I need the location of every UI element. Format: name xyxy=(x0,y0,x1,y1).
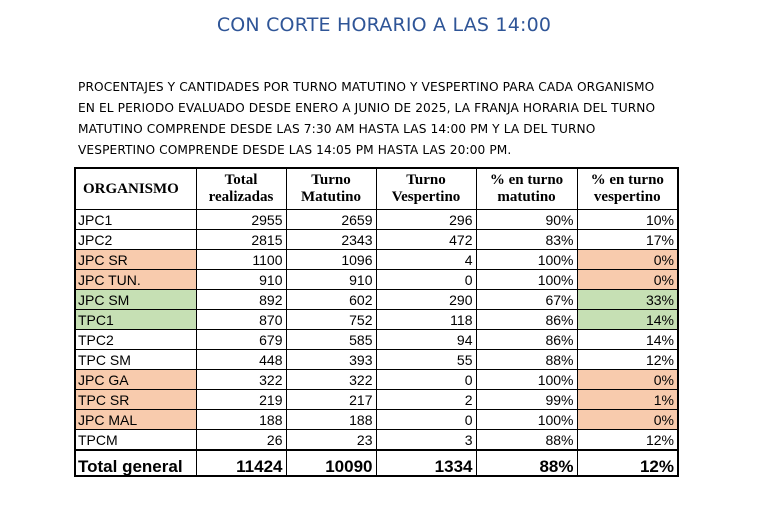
cell-pct-vespertino: 1% xyxy=(577,390,678,410)
cell-name: TPC2 xyxy=(75,330,196,350)
cell-vespertino: 94 xyxy=(376,330,476,350)
cell-pct-vespertino: 10% xyxy=(577,210,678,230)
cell-name: JPC TUN. xyxy=(75,270,196,290)
cell-vespertino: 3 xyxy=(376,430,476,451)
cell-matutino: 23 xyxy=(286,430,376,451)
cell-vespertino: 296 xyxy=(376,210,476,230)
organism-table xyxy=(74,167,679,477)
cell-pct-vespertino: 14% xyxy=(577,330,678,350)
table-row xyxy=(75,430,678,451)
description-line: PROCENTAJES Y CANTIDADES POR TURNO MATUTINO Y VESPERTINO PARA CADA ORGANISMO xyxy=(78,80,655,94)
total-vespertino: 1334 xyxy=(376,450,476,476)
cell-name: TPC1 xyxy=(75,310,196,330)
cell-matutino: 585 xyxy=(286,330,376,350)
table-row xyxy=(75,410,678,430)
cell-name: TPC SM xyxy=(75,350,196,370)
cell-vespertino: 0 xyxy=(376,410,476,430)
cell-name: JPC2 xyxy=(75,230,196,250)
cell-matutino: 602 xyxy=(286,290,376,310)
cell-total: 322 xyxy=(196,370,286,390)
cell-pct-matutino: 83% xyxy=(476,230,577,250)
cell-pct-vespertino: 33% xyxy=(577,290,678,310)
cell-total: 2815 xyxy=(196,230,286,250)
description-line: MATUTINO COMPRENDE DESDE LAS 7:30 AM HASTA LAS 14:00 PM Y LA DEL TURNO xyxy=(78,122,596,136)
cell-total: 2955 xyxy=(196,210,286,230)
cell-pct-vespertino: 12% xyxy=(577,350,678,370)
total-row xyxy=(75,450,678,476)
cell-pct-vespertino: 0% xyxy=(577,410,678,430)
cell-matutino: 910 xyxy=(286,270,376,290)
cell-matutino: 752 xyxy=(286,310,376,330)
table-row xyxy=(75,290,678,310)
cell-name: TPC SR xyxy=(75,390,196,410)
cell-matutino: 1096 xyxy=(286,250,376,270)
cell-pct-matutino: 100% xyxy=(476,270,577,290)
cell-pct-matutino: 88% xyxy=(476,430,577,451)
cell-total: 892 xyxy=(196,290,286,310)
cell-pct-matutino: 100% xyxy=(476,370,577,390)
cell-pct-matutino: 99% xyxy=(476,390,577,410)
table-row xyxy=(75,230,678,250)
cell-matutino: 393 xyxy=(286,350,376,370)
cell-vespertino: 0 xyxy=(376,370,476,390)
cell-name: JPC SM xyxy=(75,290,196,310)
cell-total: 26 xyxy=(196,430,286,451)
table-row xyxy=(75,270,678,290)
total-pct-matutino: 88% xyxy=(476,450,577,476)
total-pct-vespertino: 12% xyxy=(577,450,678,476)
table-row xyxy=(75,310,678,330)
header-matutino: Turno Matutino xyxy=(286,168,376,210)
cell-pct-vespertino: 0% xyxy=(577,250,678,270)
header-organismo: ORGANISMO xyxy=(75,168,196,210)
cell-matutino: 188 xyxy=(286,410,376,430)
cell-vespertino: 0 xyxy=(376,270,476,290)
cell-pct-vespertino: 12% xyxy=(577,430,678,451)
total-total: 11424 xyxy=(196,450,286,476)
header-pct-vespertino: % en turno vespertino xyxy=(577,168,678,210)
cell-total: 219 xyxy=(196,390,286,410)
header-pct-matutino: % en turno matutino xyxy=(476,168,577,210)
cell-pct-matutino: 100% xyxy=(476,410,577,430)
table-row xyxy=(75,250,678,270)
cell-name: JPC SR xyxy=(75,250,196,270)
cell-total: 870 xyxy=(196,310,286,330)
cell-matutino: 2659 xyxy=(286,210,376,230)
table-row xyxy=(75,350,678,370)
total-name: Total general xyxy=(75,450,196,476)
cell-pct-vespertino: 0% xyxy=(577,370,678,390)
description-line: VESPERTINO COMPRENDE DESDE LAS 14:05 PM HASTA LAS 20:00 PM. xyxy=(78,143,512,157)
cell-vespertino: 472 xyxy=(376,230,476,250)
description xyxy=(78,77,708,161)
cell-total: 679 xyxy=(196,330,286,350)
cell-pct-vespertino: 14% xyxy=(577,310,678,330)
header-vespertino: Turno Vespertino xyxy=(376,168,476,210)
table-row xyxy=(75,390,678,410)
cell-total: 1100 xyxy=(196,250,286,270)
table-row xyxy=(75,330,678,350)
cell-total: 448 xyxy=(196,350,286,370)
cell-pct-matutino: 86% xyxy=(476,330,577,350)
cell-name: JPC1 xyxy=(75,210,196,230)
cell-name: JPC GA xyxy=(75,370,196,390)
total-matutino: 10090 xyxy=(286,450,376,476)
cell-pct-matutino: 88% xyxy=(476,350,577,370)
cell-pct-vespertino: 0% xyxy=(577,270,678,290)
cell-pct-matutino: 90% xyxy=(476,210,577,230)
table-row xyxy=(75,210,678,230)
page-title: CON CORTE HORARIO A LAS 14:00 xyxy=(216,14,552,36)
cell-vespertino: 118 xyxy=(376,310,476,330)
cell-vespertino: 4 xyxy=(376,250,476,270)
cell-pct-matutino: 86% xyxy=(476,310,577,330)
cell-name: TPCM xyxy=(75,430,196,451)
cell-vespertino: 290 xyxy=(376,290,476,310)
cell-matutino: 217 xyxy=(286,390,376,410)
description-line: EN EL PERIODO EVALUADO DESDE ENERO A JUNIO DE 2025, LA FRANJA HORARIA DEL TURNO xyxy=(78,101,656,115)
table-header-row xyxy=(75,168,678,210)
cell-name: JPC MAL xyxy=(75,410,196,430)
header-total: Total realizadas xyxy=(196,168,286,210)
cell-pct-matutino: 67% xyxy=(476,290,577,310)
cell-pct-vespertino: 17% xyxy=(577,230,678,250)
cell-matutino: 2343 xyxy=(286,230,376,250)
cell-vespertino: 2 xyxy=(376,390,476,410)
cell-total: 910 xyxy=(196,270,286,290)
table-row xyxy=(75,370,678,390)
cell-vespertino: 55 xyxy=(376,350,476,370)
cell-pct-matutino: 100% xyxy=(476,250,577,270)
cell-matutino: 322 xyxy=(286,370,376,390)
cell-total: 188 xyxy=(196,410,286,430)
